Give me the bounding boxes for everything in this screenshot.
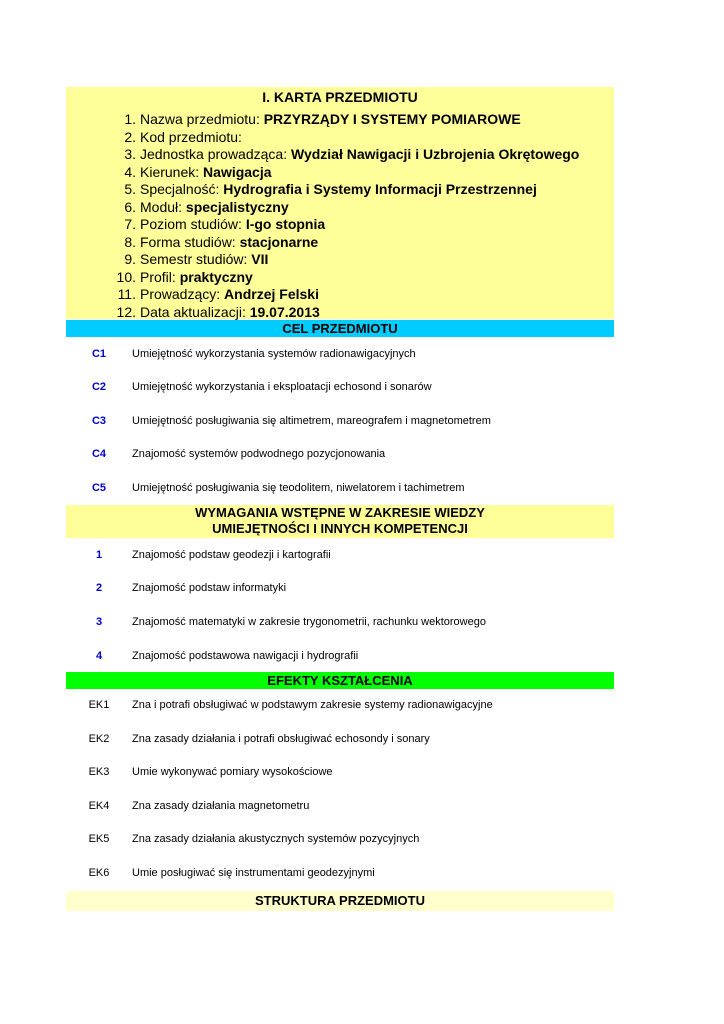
- cel-text: Umiejętność posługiwania się teodolitem, niwelatorem i tachimetrem: [132, 482, 465, 494]
- efekty-text: Umie posługiwać się instrumentami geodezyjnymi: [132, 867, 375, 879]
- info-row-semester: 9. Semestr studiów: VII: [124, 251, 269, 267]
- cel-item: [66, 413, 614, 429]
- section-header-cel: CEL PRZEDMIOTU: [66, 320, 614, 337]
- course-card-title: I. KARTA PRZEDMIOTU: [262, 89, 418, 105]
- wymagania-code: 3: [95, 616, 103, 628]
- wymagania-text: Znajomość matematyki w zakresie trygonometrii, rachunku wektorowego: [132, 616, 486, 628]
- efekty-item: [66, 697, 614, 713]
- info-row-field: 4. Kierunek: Nawigacja: [124, 163, 272, 180]
- cel-text: Znajomość systemów podwodnego pozycjonowania: [132, 448, 386, 460]
- cel-text: Umiejętność wykorzystania i eksploatacji echosond i sonarów: [132, 381, 432, 393]
- wymagania-text: Znajomość podstaw informatyki: [132, 582, 287, 594]
- wymagania-text: Znajomość podstaw geodezji i kartografii: [132, 549, 331, 561]
- cel-item: [66, 379, 614, 395]
- info-row-course-name: 1. Nazwa przedmiotu: PRZYRZĄDY I SYSTEMY POMIAROWE: [124, 111, 521, 127]
- efekty-text: Zna zasady działania i potrafi obsługiwać echosondy i sonary: [132, 733, 430, 745]
- efekty-text: Zna i potrafi obsługiwać w podstawym zakresie systemy radionawigacyjne: [132, 699, 493, 711]
- cel-text: Umiejętność wykorzystania systemów radionawigacyjnych: [132, 348, 416, 360]
- efekty-item: [66, 865, 614, 881]
- info-row-update-date: 12. Data aktualizacji: 19.07.2013: [116, 303, 320, 320]
- wymagania-item: [66, 580, 614, 596]
- info-row-level: 7. Poziom studiów: I-go stopnia: [124, 216, 326, 232]
- efekty-text: Zna zasady działania magnetometru: [132, 800, 310, 812]
- wymagania-text: Znajomość podstawowa nawigacji i hydrografii: [132, 650, 359, 662]
- info-row-unit: 3. Jednostka prowadząca: Wydział Nawigacji i Uzbrojenia Okrętowego: [124, 146, 580, 162]
- info-row-specialty: 5. Specjalność: Hydrografia i Systemy Informacji Przestrzennej: [124, 181, 537, 197]
- efekty-code: EK2: [88, 733, 110, 745]
- efekty-item: [66, 798, 614, 814]
- section-header-struktura: STRUKTURA PRZEDMIOTU: [66, 891, 614, 911]
- wymagania-title-line1: WYMAGANIA WSTĘPNE W ZAKRESIE WIEDZY: [195, 505, 485, 520]
- wymagania-code: 4: [95, 650, 103, 662]
- cel-item: [66, 480, 614, 496]
- info-row-lecturer: 11. Prowadzący: Andrzej Felski: [117, 286, 319, 302]
- efekty-code: EK3: [88, 766, 110, 778]
- cel-text: Umiejętność posługiwania się altimetrem, mareografem i magnetometrem: [132, 415, 491, 427]
- efekty-code: EK6: [88, 867, 110, 879]
- info-row-module: 6. Moduł: specjalistyczny: [124, 198, 289, 215]
- cel-item: [66, 346, 614, 362]
- cel-code: C5: [91, 482, 107, 494]
- cel-code: C2: [91, 381, 107, 393]
- wymagania-title-line2: UMIEJĘTNOŚCI I INNYCH KOMPETENCJI: [212, 521, 468, 536]
- efekty-item: [66, 731, 614, 747]
- info-row-profile: 10. Profil: praktyczny: [116, 268, 253, 285]
- info-row-form: 8. Forma studiów: stacjonarne: [124, 233, 319, 250]
- cel-code: C1: [91, 348, 107, 360]
- cel-item: [66, 446, 614, 462]
- wymagania-item: [66, 547, 614, 563]
- cel-code: C3: [91, 415, 107, 427]
- efekty-code: EK4: [88, 800, 110, 812]
- section-header-efekty: EFEKTY KSZTAŁCENIA: [66, 672, 614, 689]
- wymagania-item: [66, 614, 614, 630]
- efekty-code: EK5: [88, 833, 110, 845]
- cel-code: C4: [91, 448, 107, 460]
- wymagania-code: 1: [95, 549, 103, 561]
- course-card-header: [66, 87, 614, 319]
- efekty-code: EK1: [88, 699, 110, 711]
- wymagania-item: [66, 648, 614, 664]
- efekty-item: [66, 831, 614, 847]
- wymagania-code: 2: [95, 582, 103, 594]
- efekty-item: [66, 764, 614, 780]
- section-header-wymagania: [66, 505, 614, 538]
- efekty-text: Zna zasady działania akustycznych systemów pozycyjnych: [132, 833, 420, 845]
- efekty-text: Umie wykonywać pomiary wysokościowe: [132, 766, 333, 778]
- info-row-course-code: 2. Kod przedmiotu:: [124, 128, 242, 145]
